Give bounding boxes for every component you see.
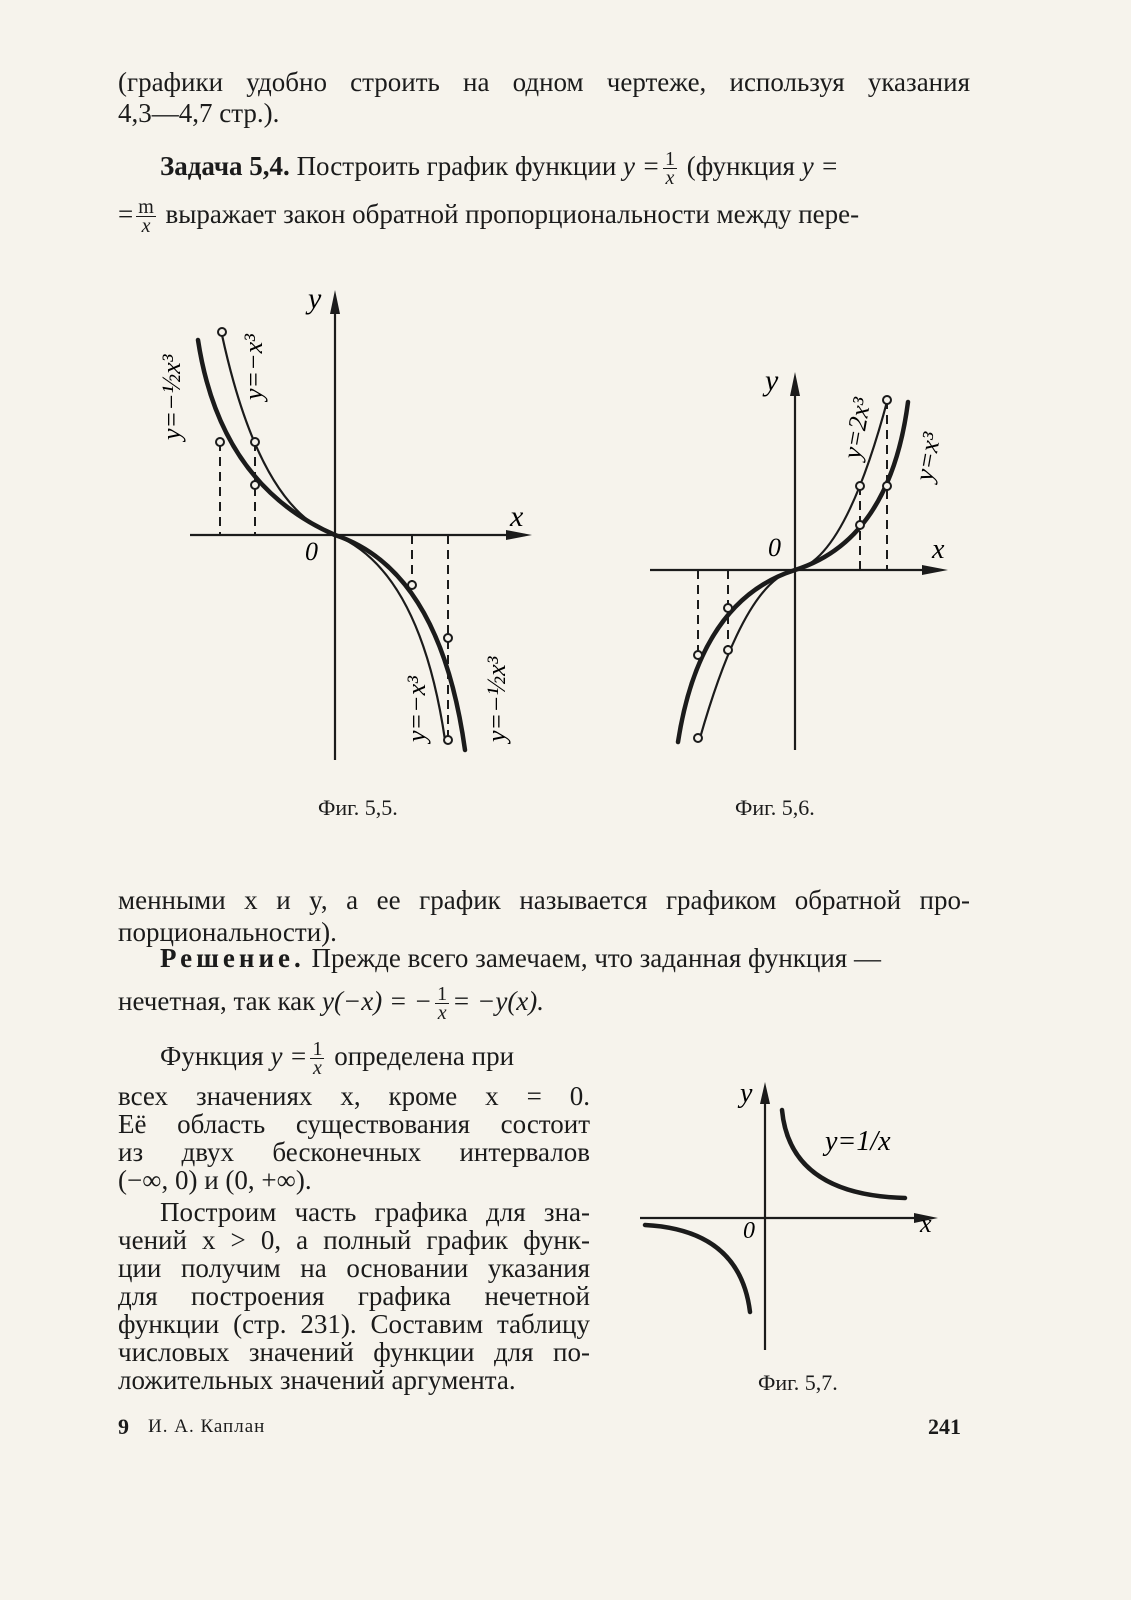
text-line: (−∞, 0) и (0, +∞). [118, 1165, 312, 1195]
point-marker [856, 482, 864, 490]
x-axis-label: x [510, 500, 524, 533]
point-marker [216, 438, 224, 446]
curve-label: y=−x³ [239, 334, 268, 400]
page-number: 241 [928, 1414, 961, 1439]
y-axis-label: y [765, 364, 779, 397]
text-line: (графики удобно строить на одном чертеже, используя указания [118, 67, 970, 97]
text-line: для построения графика нечетной [118, 1281, 590, 1311]
text-line: порциональности). [118, 917, 337, 947]
task-formula: y = [623, 151, 660, 181]
y-axis-arrow [760, 1082, 770, 1104]
point-marker [251, 438, 259, 446]
task-formula: y = [801, 151, 839, 181]
point-marker [856, 521, 864, 529]
task-line-2: = $\frac{m}{x}$ выражает закон обратной пропорциональности между пере- [118, 196, 860, 238]
curve-label: y=−½x³ [482, 656, 511, 742]
text-line: ции получим на основании указания [118, 1253, 590, 1283]
figure-5-7 [640, 1070, 960, 1360]
origin-label: 0 [743, 1218, 755, 1244]
solution-line-2: нечетная, так как y(−x) = − $\frac{1}{x}$ = −y(x). [118, 983, 545, 1025]
x-axis-arrow [922, 565, 948, 575]
fraction: $\frac{1}{x}$ [312, 1038, 323, 1080]
figure-5-6 [650, 360, 970, 760]
x-axis-label: x [932, 534, 945, 565]
y-axis-label: y [308, 282, 322, 315]
point-marker [724, 604, 732, 612]
figure-caption: Фиг. 5,5. [318, 795, 398, 820]
task-line-1 [160, 148, 972, 190]
curve-label: y=x³ [909, 430, 947, 484]
x-axis-label: x [920, 1209, 932, 1238]
figure-caption: Фиг. 5,7. [758, 1370, 838, 1395]
task-text: (функция [686, 151, 795, 181]
fraction: $\frac{1}{x}$ [664, 148, 675, 190]
task-label: Задача 5,4. [160, 151, 290, 181]
hyperbola-negative-branch [645, 1225, 750, 1312]
figure-5-5 [150, 280, 570, 780]
curve-label: y=2x³ [837, 395, 877, 462]
text-line: Её область существования состоит [118, 1109, 590, 1139]
curve-label: y=−½x³ [157, 354, 186, 440]
point-marker [251, 481, 259, 489]
origin-label: 0 [768, 533, 781, 562]
sheet-signature: 9 [118, 1414, 129, 1439]
text-line: всех значениях x, кроме x = 0. [118, 1081, 590, 1111]
solution-line-1: Решение. Прежде всего замечаем, что заданная функция — [160, 943, 881, 973]
text-line: чений x > 0, а полный график функ- [118, 1225, 590, 1255]
curve-label: y=−x³ [402, 676, 431, 742]
footer-author: И. А. Каплан [148, 1416, 266, 1437]
fraction: $\frac{m}{x}$ [138, 196, 154, 238]
solution-label: Решение. [160, 943, 305, 973]
fraction: $\frac{1}{x}$ [437, 983, 448, 1025]
curve-label: y=1/x [825, 1126, 891, 1157]
point-marker [444, 736, 452, 744]
text-line: 4,3—4,7 стр.). [118, 98, 280, 128]
text-line: функции (стр. 231). Составим таблицу [118, 1309, 590, 1339]
point-marker [408, 581, 416, 589]
curve-half-lower [335, 535, 465, 750]
y-axis-arrow [790, 372, 800, 396]
y-axis-label: y [740, 1078, 753, 1109]
point-marker [694, 734, 702, 742]
point-marker [694, 651, 702, 659]
point-marker [444, 634, 452, 642]
task-text: Построить график функции [296, 151, 617, 181]
domain-line-1: Функция y = $\frac{1}{x}$ определена при [160, 1038, 515, 1080]
point-marker [883, 396, 891, 404]
text-line: числовых значений функции для по- [118, 1337, 590, 1367]
y-axis-arrow [330, 290, 340, 314]
text-line: Построим часть графика для зна- [160, 1197, 590, 1227]
text-line: менными x и y, а ее график называется графиком обратной про- [118, 885, 970, 915]
figure-caption: Фиг. 5,6. [735, 795, 815, 820]
origin-label: 0 [305, 537, 318, 566]
text-line: ложительных значений аргумента. [118, 1365, 516, 1395]
point-marker [883, 482, 891, 490]
curve-x3 [678, 402, 908, 742]
point-marker [218, 328, 226, 336]
point-marker [724, 646, 732, 654]
text-line: из двух бесконечных интервалов [118, 1137, 590, 1167]
